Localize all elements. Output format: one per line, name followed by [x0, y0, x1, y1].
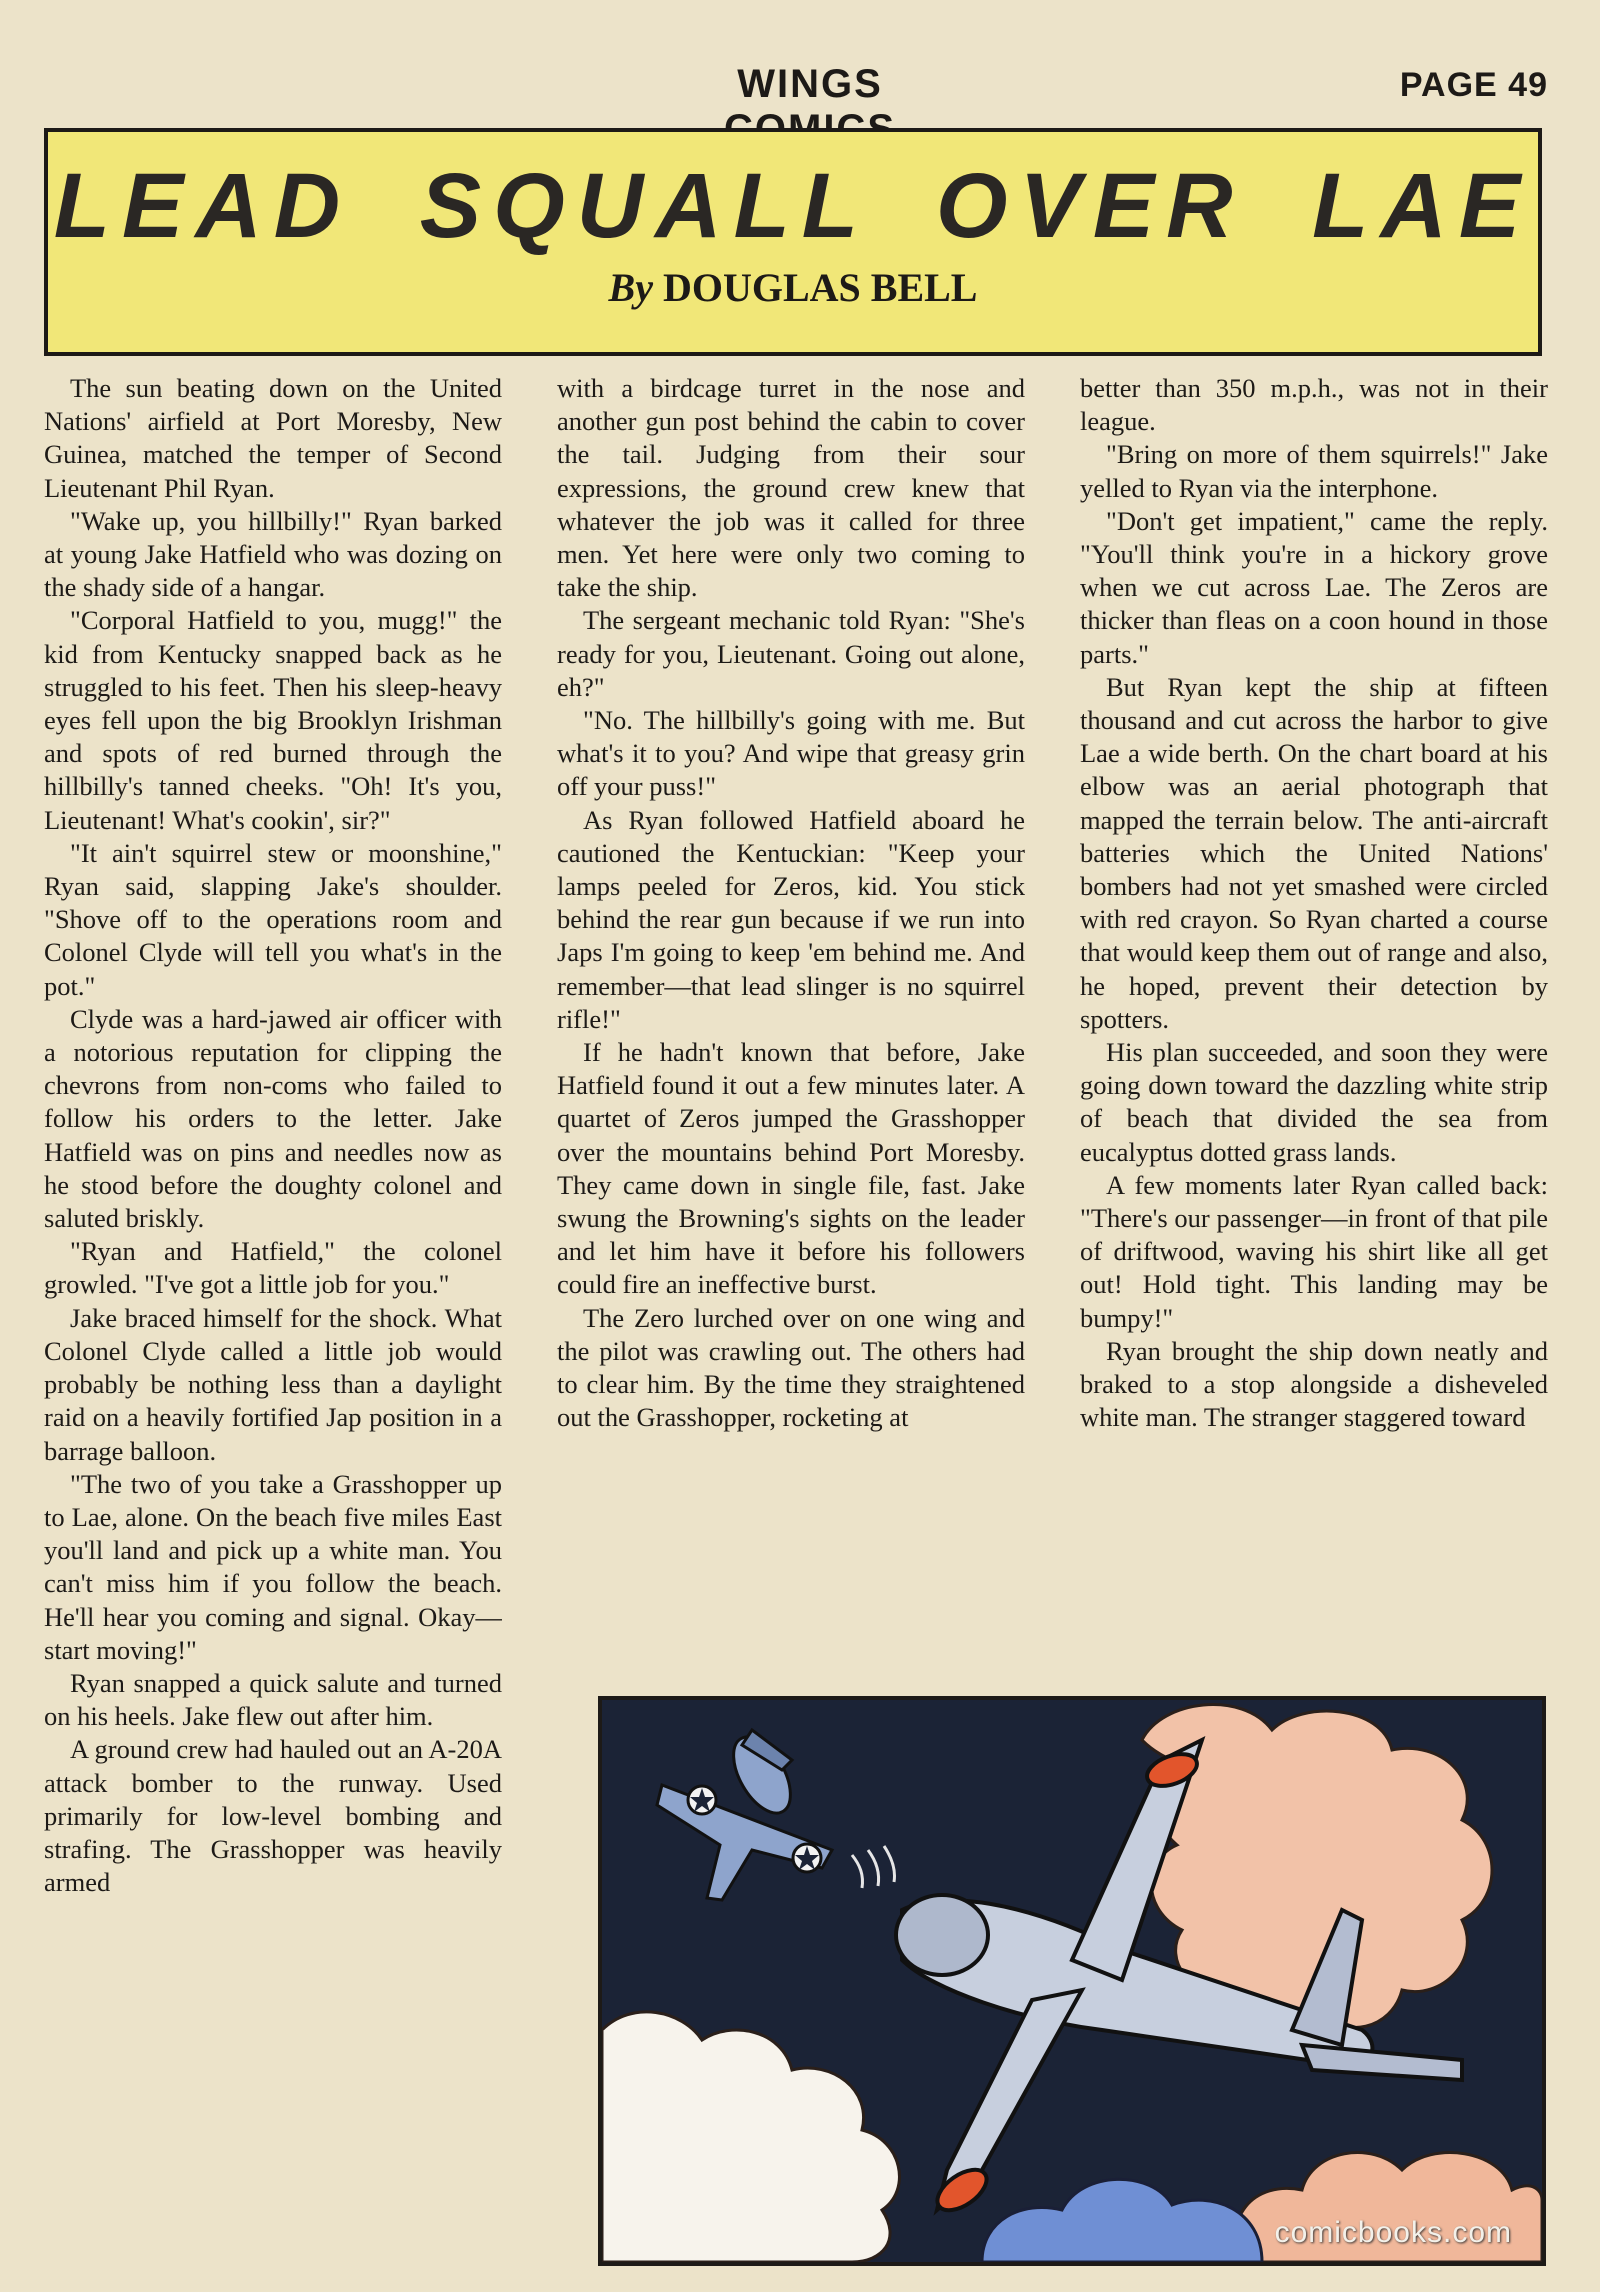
- paragraph: His plan succeeded, and soon they were going down toward the dazzling white strip of beach that divided the sea from eucalyptus dotted grass lands.: [1080, 1037, 1548, 1167]
- paragraph: A ground crew had hauled out an A-20A attack bomber to the runway. Used primarily for low-level bombing and strafing. The Grasshopper was heavily armed: [44, 1734, 502, 1898]
- story-title: LEAD SQUALL OVER LAE: [53, 155, 1533, 257]
- paragraph: "No. The hillbilly's going with me. But what's it to you? And wipe that greasy grin off your puss!": [557, 705, 1025, 802]
- paragraph: "It ain't squirrel stew or moonshine," Ryan said, slapping Jake's shoulder. "Shove off to the operations room and Colonel Clyde will tell you what's in the pot.": [44, 837, 502, 1001]
- text-column-3: [1080, 372, 1548, 1682]
- paragraph: "Ryan and Hatfield," the colonel growled. "I've got a little job for you.": [44, 1236, 502, 1300]
- illustration-drawing: [602, 1700, 1542, 2262]
- paragraph: Jake braced himself for the shock. What Colonel Clyde called a little job would probably be nothing less than a daylight raid on a heavily fortified Jap position in a barrage balloon.: [44, 1302, 502, 1466]
- paragraph: better than 350 m.p.h., was not in their league.: [1080, 373, 1548, 437]
- byline: [48, 264, 1538, 311]
- paragraph: As Ryan followed Hatfield aboard he cautioned the Kentuckian: "Keep your lamps peeled for Zeros, kid. You stick behind the rear gun because if we run into Japs I'm going to keep 'em behind me. And remember—that lead slinger is no squirrel rifle!": [557, 804, 1025, 1034]
- paragraph: If he hadn't known that before, Jake Hatfield found it out a few minutes later. A quartet of Zeros jumped the Grasshopper over the mountains behind Port Moresby. They came down in single file, fast. Jake swung the Browning's sights on the leader and let him have it before his followers could fire an ineffective burst.: [557, 1037, 1025, 1300]
- paragraph: Clyde was a hard-jawed air officer with a notorious reputation for clipping the chevrons from non-coms who failed to follow his orders to the letter. Jake Hatfield was on pins and needles now as he stood before the doughty colonel and saluted briskly.: [44, 1003, 502, 1234]
- text-column-1: [44, 372, 502, 2250]
- byline-by: By: [608, 265, 653, 310]
- paragraph: The Zero lurched over on one wing and the pilot was crawling out. The others had to clear him. By the time they straightened out the Grasshopper, rocketing at: [557, 1302, 1025, 1433]
- paragraph: The sun beating down on the United Nations' airfield at Port Moresby, New Guinea, matched the temper of Second Lieutenant Phil Ryan.: [44, 373, 502, 503]
- byline-author: DOUGLAS BELL: [662, 265, 978, 310]
- page-number: PAGE 49: [1399, 66, 1548, 104]
- story-title-box: [44, 128, 1542, 356]
- paragraph: "The two of you take a Grasshopper up to Lae, alone. On the beach five miles East you'll land and pick up a white man. You can't miss him if you follow the beach. He'll hear you coming and signal. Okay—start moving!": [44, 1468, 502, 1665]
- paragraph: A few moments later Ryan called back: "There's our passenger—in front of that pile of driftwood, waving his shirt like all get out! Hold tight. This landing may be bumpy!": [1080, 1169, 1548, 1333]
- paragraph: "Bring on more of them squirrels!" Jake yelled to Ryan via the interphone.: [1080, 439, 1548, 503]
- paragraph: The sergeant mechanic told Ryan: "She's ready for you, Lieutenant. Going out alone, eh?": [557, 605, 1025, 702]
- paragraph: with a birdcage turret in the nose and another gun post behind the cabin to cover the tail. Judging from their sour expressions, the ground crew knew that whatever the job was it called for three men. Yet here were only two coming to take the ship.: [557, 373, 1025, 603]
- paragraph: "Don't get impatient," came the reply. "You'll think you're in a hickory grove when we cut across Lae. The Zeros are thicker than fleas on a coon hound in those parts.": [1080, 505, 1548, 669]
- paragraph: "Wake up, you hillbilly!" Ryan barked at young Jake Hatfield who was dozing on the shady side of a hangar.: [44, 505, 502, 603]
- paragraph: But Ryan kept the ship at fifteen thousand and cut across the harbor to give Lae a wide berth. On the chart board at his elbow was an aerial photograph that mapped the terrain below. The anti-aircraft batteries which the United Nations' bombers had not yet smashed were circled with red crayon. So Ryan charted a course that would keep them out of range and also, he hoped, prevent their detection by spotters.: [1080, 671, 1548, 1034]
- paragraph: "Corporal Hatfield to you, mugg!" the kid from Kentucky snapped back as he struggled to his feet. Then his sleep-heavy eyes fell upon the big Brooklyn Irishman and spots of red burned through the hillbilly's tanned cheeks. "Oh! It's you, Lieutenant! What's cookin', sir?": [44, 605, 502, 835]
- magazine-title: WINGS: [737, 62, 883, 106]
- page-header: [0, 0, 1600, 120]
- text-column-2: [557, 372, 1025, 1682]
- watermark: comicbooks.com: [1274, 2216, 1512, 2249]
- air-battle-illustration: [598, 1696, 1546, 2266]
- paragraph: Ryan brought the ship down neatly and braked to a stop alongside a disheveled white man. The stranger staggered toward: [1080, 1335, 1548, 1433]
- paragraph: Ryan snapped a quick salute and turned on his heels. Jake flew out after him.: [44, 1667, 502, 1732]
